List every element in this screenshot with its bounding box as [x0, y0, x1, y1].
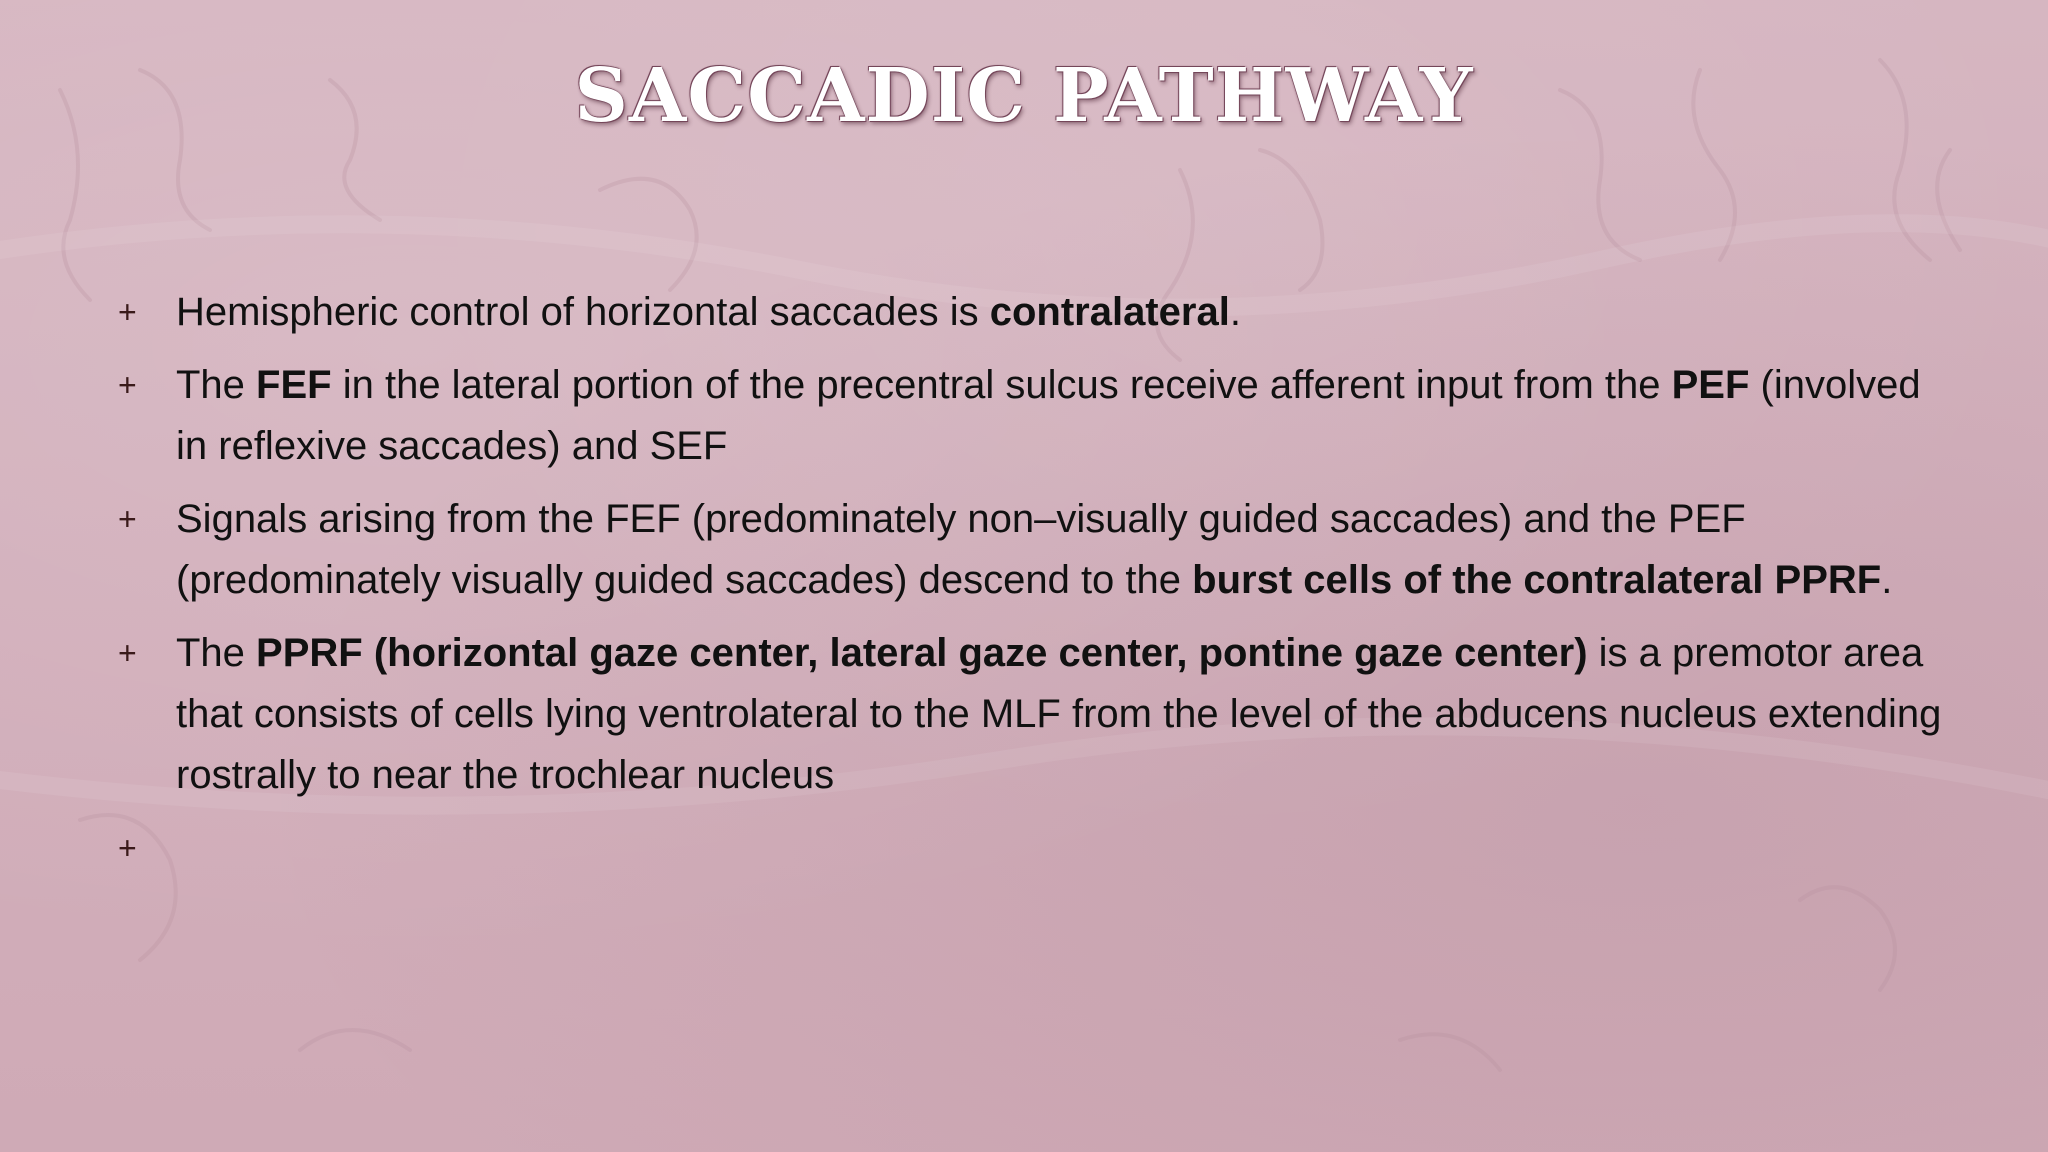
bullet-text: (involved in reflexive saccades) and SEF — [176, 363, 1921, 468]
bullet-text-bold: burst cells of the contralateral PPRF — [1192, 558, 1882, 602]
bullet-marker-icon: + — [118, 367, 137, 403]
slide-title: SACCADIC PATHWAY — [574, 53, 1474, 139]
bullet-item — [118, 355, 1948, 477]
bullet-text: . — [1229, 290, 1241, 334]
bullet-list — [118, 282, 1948, 891]
bullet-text-bold: FEF — [256, 363, 332, 407]
bullet-text: Hemispheric control of horizontal saccades is — [176, 290, 990, 334]
bullet-text: is a premotor area that consists of cells lying ventrolateral to the MLF from the level of the abducens nucleus extending rostrally to near the trochlear nucleus — [176, 631, 1942, 797]
bullet-marker-icon: + — [118, 501, 137, 537]
bullet-text-bold: contralateral — [989, 290, 1230, 334]
bullet-item — [118, 489, 1948, 611]
bullet-marker-icon: + — [118, 294, 137, 330]
bullet-text-bold: PPRF (horizontal gaze center, lateral gaze center, pontine gaze center) — [256, 631, 1588, 675]
bullet-text: . — [1881, 558, 1893, 602]
bullet-text: The — [176, 363, 257, 407]
bullet-item — [118, 623, 1948, 806]
bullet-text: Signals arising from the FEF (predominately non–visually guided saccades) and the PEF (predominately visually guided saccades) descend to the — [176, 497, 1746, 602]
bullet-text-bold: PEF — [1671, 363, 1750, 407]
bullet-item — [118, 282, 1948, 343]
bullet-item — [118, 818, 1948, 879]
bullet-text: The — [176, 631, 257, 675]
bullet-marker-icon: + — [118, 830, 137, 866]
bullet-text: in the lateral portion of the precentral sulcus receive afferent input from the — [331, 363, 1672, 407]
bullet-marker-icon: + — [118, 635, 137, 671]
